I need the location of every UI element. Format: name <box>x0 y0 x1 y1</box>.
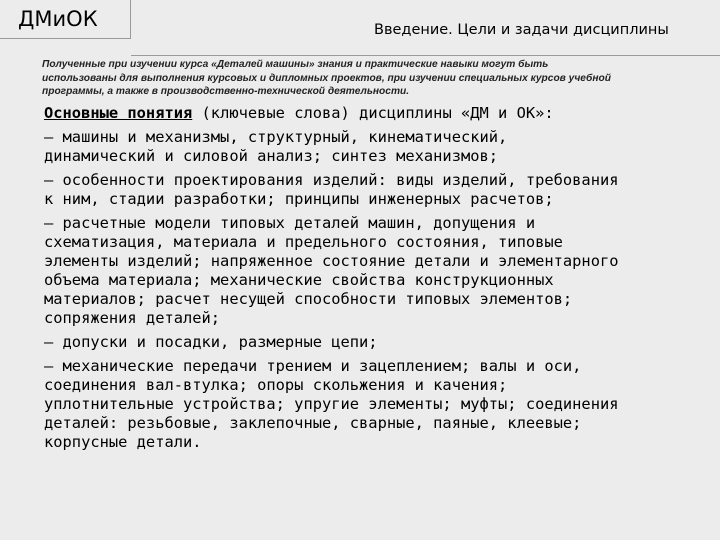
concept-line: – расчетные модели типовых деталей машин, допущения и <box>44 214 536 232</box>
key-concepts-rest: (ключевые слова) дисциплины «ДМ и ОК»: <box>192 104 554 122</box>
concept-line: объема материала; механические свойства конструкционных <box>44 271 554 289</box>
main-content <box>44 104 706 457</box>
concept-line: динамический и силовой анализ; синтез механизмов; <box>44 147 499 165</box>
concept-line: – механические передачи трением и зацеплением; валы и оси, <box>44 357 582 375</box>
slide-title: Введение. Цели и задачи дисциплины <box>131 0 720 56</box>
intro-paragraph <box>42 58 702 99</box>
concept-line: сопряжения деталей; <box>44 309 221 327</box>
concept-item <box>44 171 706 209</box>
concept-item <box>44 357 706 452</box>
concept-line: материалов; расчет несущей способности типовых элементов; <box>44 290 573 308</box>
concept-line: – особенности проектирования изделий: виды изделий, требования <box>44 171 619 189</box>
concept-line: – допуски и посадки, размерные цепи; <box>44 333 378 351</box>
concept-line: к ним, стадии разработки; принципы инженерных расчетов; <box>44 190 554 208</box>
concept-line: деталей: резьбовые, заклепочные, сварные, паяные, клеевые; <box>44 414 582 432</box>
course-logo: ДМиОК <box>0 0 131 39</box>
intro-line: Полученные при изучении курса «Деталей машины» знания и практические навыки могут быть <box>42 59 549 70</box>
concept-line: – машины и механизмы, структурный, кинематический, <box>44 128 508 146</box>
concept-line: соединения вал-втулка; опоры скольжения и качения; <box>44 376 508 394</box>
concept-item <box>44 128 706 166</box>
concept-line: корпусные детали. <box>44 433 202 451</box>
key-concepts-term: Основные понятия <box>44 104 193 122</box>
intro-line: программы, а также в производственно-технической деятельности. <box>42 86 410 98</box>
concept-line: элементы изделий; напряженное состояние детали и элементарного <box>44 252 619 270</box>
key-concepts-heading <box>44 104 706 123</box>
concept-item <box>44 333 706 352</box>
concept-line: схематизация, материала и предельного состояния, типовые <box>44 233 563 251</box>
intro-line: использованы для выполнения курсовых и дипломных проектов, при изучении специальных курсов учебной <box>42 72 611 84</box>
concept-item <box>44 214 706 328</box>
concept-line: уплотнительные устройства; упругие элементы; муфты; соединения <box>44 395 619 413</box>
